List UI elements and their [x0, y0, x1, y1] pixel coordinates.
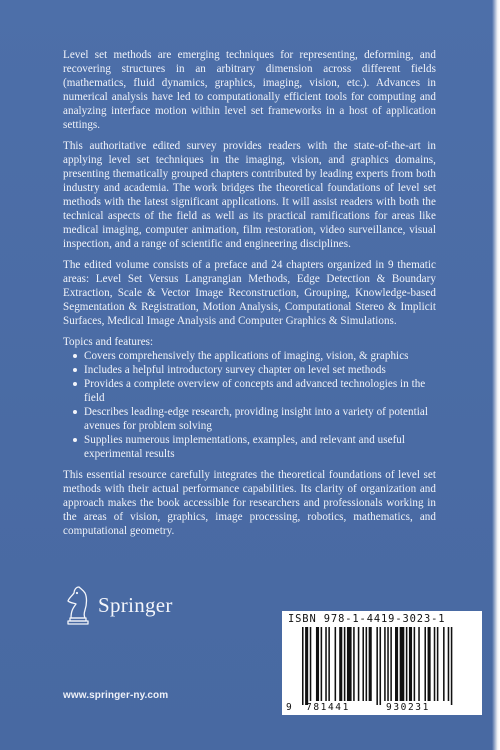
barcode-bar	[414, 627, 416, 701]
barcode-bar	[335, 627, 337, 701]
barcode-bar	[321, 627, 323, 701]
barcode-bar	[358, 627, 360, 701]
barcode-bar	[390, 627, 392, 701]
barcode-bar	[387, 627, 389, 701]
springer-logo	[62, 584, 173, 626]
bullet-icon	[73, 382, 77, 386]
barcode-bar	[409, 627, 412, 701]
bullet-icon	[73, 438, 77, 442]
page-edge	[492, 0, 500, 750]
barcode-bar	[347, 627, 352, 701]
barcode-bar	[400, 627, 405, 701]
barcode-bar	[302, 627, 304, 705]
barcode-bar	[437, 627, 439, 701]
paragraph-closing: This essential resource carefully integrates the theoretical foundations of level set methods with their actual performance capabilities. Its clarity of organization and approach makes the book accessible for researchers and professionals working in the areas of vision, graphics, image processing, robotics, mathematics, and computational geometry.	[63, 469, 436, 537]
barcode-bar	[384, 627, 386, 701]
barcode-bar	[443, 627, 445, 701]
barcode-bar	[448, 627, 450, 701]
barcode-bar	[316, 627, 319, 701]
barcode-bar	[328, 627, 330, 701]
bullet-icon	[73, 410, 77, 414]
barcode-digit-lead: 9	[286, 702, 294, 713]
barcode-bar	[366, 627, 368, 701]
publisher-website: www.springer-ny.com	[63, 690, 169, 701]
barcode-bar	[428, 627, 431, 701]
barcode-bar	[310, 627, 312, 701]
barcode-bar	[451, 627, 453, 705]
paragraph-intro: Level set methods are emerging techniques for representing, deforming, and recovering structures in an arbitrary dimension across different fields (mathematics, fluid dynamics, graphics, imaging, vision, etc.). Advances in numerical analysis have led to computationally efficient tools for computing and analyzing interface motion within level set frameworks in a host of application settings.	[63, 49, 436, 131]
paragraph-survey: This authoritative edited survey provides readers with the state-of-the-art in applying level set techniques in the imaging, vision, and graphics domains, presenting thematically grouped chapters contributed by leading experts from both industry and academia. The work bridges the theoretical foundations of level set methods with the latest significant applications. It will assist readers with both the technical aspects of the field as well as its practical ramifications for areas like medical imaging, computer animation, film restoration, video surveillance, visual inspection, and a range of scientific and engineering disciplines.	[63, 140, 436, 250]
barcode-bar	[344, 627, 346, 701]
publisher-name: Springer	[98, 592, 173, 617]
list-item	[73, 349, 436, 363]
barcode-bar	[305, 627, 308, 705]
barcode-bar	[418, 627, 420, 701]
barcode-bar	[395, 627, 398, 701]
list-item	[73, 405, 436, 433]
barcode-bar	[406, 627, 408, 701]
list-item	[73, 363, 436, 377]
list-item-text: Supplies numerous implementations, examples, and relevant and useful experimental results	[84, 434, 406, 460]
barcode-digits-right: 930231	[386, 702, 430, 713]
bullet-icon	[73, 354, 77, 358]
barcode-bar	[325, 627, 327, 701]
barcode-bar	[353, 627, 355, 701]
barcode-bar	[424, 627, 426, 701]
barcode-bar	[434, 627, 436, 701]
isbn-label: ISBN 978-1-4419-3023-1	[288, 613, 446, 625]
topics-list	[63, 349, 436, 461]
list-item	[73, 433, 436, 461]
blurb-text	[63, 48, 436, 545]
barcode-bar	[380, 627, 382, 705]
topics-heading: Topics and features:	[63, 336, 154, 348]
list-item-text: Covers comprehensively the applications of imaging, vision, & graphics	[84, 350, 409, 362]
list-item	[73, 377, 436, 405]
bullet-icon	[73, 368, 77, 372]
barcode-bar	[339, 627, 342, 701]
paragraph-volume: The edited volume consists of a preface and 24 chapters organized in 9 thematic areas: Level Set Versus Langrangian Methods, Edge Detection & Boundary Extraction, Scale & Vector Image Reconstruction, Grouping, Knowledge-based Segmentation & Registration, Motion Analysis, Computational Stereo & Implicit Surfaces, Medical Image Analysis and Computer Graphics & Simulations.	[63, 259, 436, 327]
list-item-text: Includes a helpful introductory survey chapter on level set methods	[84, 364, 386, 376]
barcode-bar	[362, 627, 364, 701]
barcode-bar	[369, 627, 372, 701]
isbn-barcode-box	[282, 611, 482, 715]
list-item-text: Describes leading-edge research, providing insight into a variety of potential avenues for problem solving	[84, 406, 428, 432]
barcode	[284, 627, 480, 705]
barcode-bar	[376, 627, 378, 705]
list-item-text: Provides a complete overview of concepts and advanced technologies in the field	[84, 378, 426, 404]
chess-knight-icon	[62, 584, 92, 626]
barcode-digits-left: 781441	[306, 702, 350, 713]
